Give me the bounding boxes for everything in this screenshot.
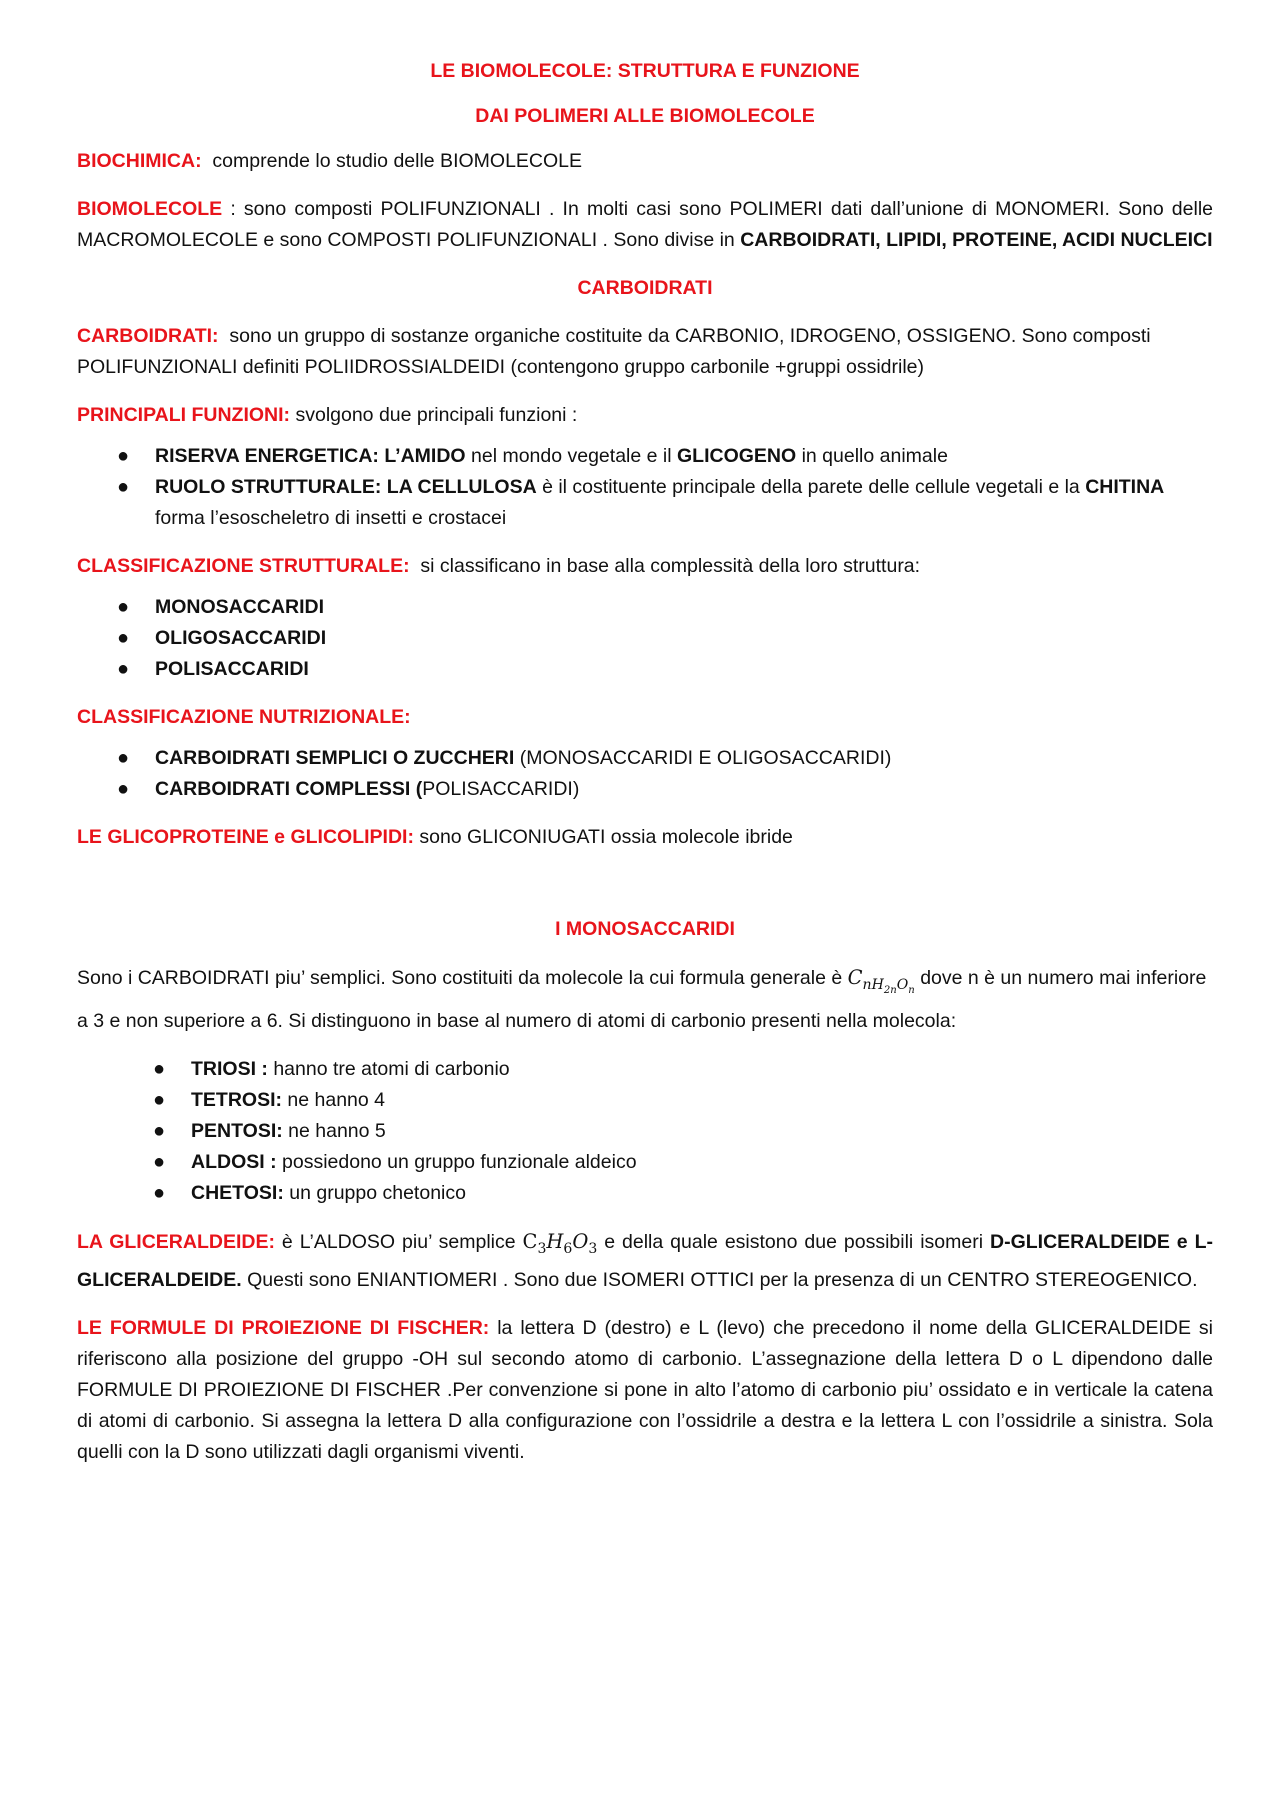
bullet-icon: ● [117, 778, 130, 800]
text-glico: sono GLICONIUGATI ossia molecole ibride [419, 826, 793, 848]
paragraph-monosaccaridi [77, 962, 1213, 1037]
document-page [77, 56, 1213, 1485]
heading-monosaccaridi: I MONOSACCARIDI [555, 918, 735, 940]
bullet-icon: ● [153, 1088, 166, 1111]
paragraph-class-nutrizionale [77, 702, 1213, 733]
item-text: ne hanno 4 [282, 1088, 386, 1111]
item-bold: PENTOSI: [191, 1119, 283, 1142]
list-item [77, 774, 1213, 805]
item-bold: CARBOIDRATI SEMPLICI O ZUCCHERI [155, 747, 515, 769]
text-gliceraldeide-1: è L’ALDOSO piu’ semplice [274, 1230, 523, 1253]
term-class-strutturale: CLASSIFICAZIONE STRUTTURALE: [77, 555, 410, 577]
text-fischer: la lettera D (destro) e L (levo) che precedono il nome della GLICERALDEIDE si riferiscono alla posizione del gruppo -OH sul secondo atomo di carbonio. L’assegnazione della lettera D o L dipendono dalle FORMULE DI PROIEZIONE DI FISCHER .Per convenzione si pone in alto l’atomo di carbonio piu’ ossidato e in verticale la catena di atomi di carbonio. Si assegna la lettera D alla configurazione con l’ossidrile a destra e la lettera L con l’ossidrile a sinistra. Sola quelli con la D sono utilizzati dagli organismi viventi. [77, 1316, 1213, 1463]
paragraph-funzioni [77, 400, 1213, 431]
item-bold: CHETOSI: [191, 1181, 284, 1204]
item-text: ne hanno 5 [282, 1119, 386, 1142]
bold-isomeri: D-GLICERALDEIDE e L-GLICERALDEIDE. [77, 1230, 1213, 1291]
list-item [77, 1085, 1213, 1116]
item-bold: POLISACCARIDI [155, 658, 309, 680]
formula-part: 3 [537, 1240, 547, 1257]
item-bold: TETROSI: [191, 1088, 282, 1111]
main-title: LE BIOMOLECOLE: STRUTTURA E FUNZIONE [430, 60, 860, 82]
bullet-icon: ● [153, 1119, 166, 1142]
list-class-nutrizionale [77, 743, 1213, 805]
bullet-icon: ● [117, 445, 130, 467]
term-glico: LE GLICOPROTEINE e GLICOLIPIDI: [77, 826, 414, 848]
item-text: hanno tre atomi di carbonio [267, 1057, 510, 1080]
list-monosaccaridi [77, 1054, 1213, 1209]
term-funzioni: PRINCIPALI FUNZIONI: [77, 404, 291, 426]
bullet-icon: ● [117, 596, 130, 618]
formula-part: O [896, 976, 909, 993]
paragraph-class-strutturale [77, 551, 1213, 582]
item-bold: RUOLO STRUTTURALE: LA CELLULOSA [155, 476, 537, 498]
item-bold: CHITINA [1085, 476, 1165, 498]
text-carboidrati: sono un gruppo di sostanze organiche costituite da CARBONIO, IDROGENO, OSSIGENO. Sono composti POLIFUNZIONALI definiti POLIIDROSSIALDEIDI (contengono gruppo carbonile +gruppi ossidrile) [77, 325, 1151, 378]
formula-part: n [862, 976, 872, 993]
text-gliceraldeide-2: e della quale esistono due possibili isomeri [597, 1230, 991, 1253]
list-item [77, 441, 1213, 472]
bold-biomolecole-classes: CARBOIDRATI, LIPIDI, PROTEINE, ACIDI NUCLEICI [740, 229, 1213, 251]
text-mono-1: Sono i CARBOIDRATI piu’ semplici. Sono costituiti da molecole la cui formula generale è [77, 967, 848, 989]
formula-part: H [871, 976, 884, 993]
text-funzioni: svolgono due principali funzioni : [295, 404, 578, 426]
bullet-icon: ● [117, 747, 130, 769]
item-text: in quello animale [796, 445, 948, 467]
list-item [77, 1116, 1213, 1147]
item-bold: ALDOSI : [191, 1150, 277, 1173]
list-item [77, 592, 1213, 623]
term-biomolecole: BIOMOLECOLE [77, 198, 223, 220]
item-text: forma l’esoscheletro di insetti e crostacei [155, 507, 507, 529]
term-fischer: LE FORMULE DI PROIEZIONE DI FISCHER: [77, 1316, 490, 1339]
list-item [77, 654, 1213, 685]
formula-gliceraldeide [522, 1229, 598, 1257]
item-bold: GLICOGENO [676, 445, 797, 467]
formula-part: C [522, 1229, 538, 1253]
list-item [77, 1054, 1213, 1085]
term-gliceraldeide: LA GLICERALDEIDE: [77, 1230, 275, 1253]
item-text: è il costituente principale della parete delle cellule vegetali e la [536, 476, 1086, 498]
formula-part: 2n [883, 984, 897, 996]
bullet-icon: ● [153, 1057, 166, 1080]
item-text: un gruppo chetonico [283, 1181, 466, 1204]
spacer [77, 870, 1213, 914]
bullet-icon: ● [117, 658, 130, 680]
paragraph-fischer [77, 1313, 1213, 1468]
formula-part: 6 [563, 1240, 573, 1257]
text-biochimica: comprende lo studio delle BIOMOLECOLE [212, 150, 583, 172]
text-class-strutturale: si classificano in base alla complessità della loro struttura: [420, 555, 921, 577]
formula-part: C [847, 966, 863, 989]
item-text: POLISACCARIDI) [422, 778, 580, 800]
formula-part: H [546, 1229, 564, 1253]
bullet-icon: ● [117, 476, 130, 498]
item-bold: MONOSACCARIDI [155, 596, 324, 618]
bullet-icon: ● [153, 1150, 166, 1173]
subtitle: DAI POLIMERI ALLE BIOMOLECOLE [475, 105, 815, 127]
formula-general [847, 966, 915, 996]
formula-part: n [908, 984, 915, 996]
list-item [77, 1147, 1213, 1178]
list-class-strutturale [77, 592, 1213, 685]
text-mono-2: dove n è un numero mai inferiore a 3 e non superiore a 6. Si distinguono in base al numero di atomi di carbonio presenti nella molecola: [77, 967, 1207, 1032]
item-bold: CARBOIDRATI COMPLESSI ( [155, 778, 423, 800]
bullet-icon: ● [117, 627, 130, 649]
bullet-icon: ● [153, 1181, 166, 1204]
item-bold: OLIGOSACCARIDI [155, 627, 327, 649]
term-class-nutrizionale: CLASSIFICAZIONE NUTRIZIONALE: [77, 706, 411, 728]
formula-part: 3 [588, 1240, 598, 1257]
formula-part: O [572, 1229, 589, 1253]
list-item [77, 623, 1213, 654]
paragraph-carboidrati [77, 321, 1213, 383]
list-item [77, 743, 1213, 774]
paragraph-gliceraldeide [77, 1226, 1213, 1296]
list-funzioni [77, 441, 1213, 534]
term-carboidrati: CARBOIDRATI: [77, 325, 219, 347]
text-biomolecole: : sono composti POLIFUNZIONALI . In molti casi sono POLIMERI dati dall’unione di MONOMERI. Sono delle MACROMOLECOLE e sono COMPOSTI POLIFUNZIONALI . Sono divise in [77, 198, 1214, 251]
item-bold: TRIOSI : [191, 1057, 268, 1080]
item-text: nel mondo vegetale e il [465, 445, 677, 467]
paragraph-biochimica [77, 146, 1213, 177]
paragraph-biomolecole [77, 194, 1213, 256]
item-text: possiedono un gruppo funzionale aldeico [276, 1150, 637, 1173]
heading-carboidrati: CARBOIDRATI [577, 277, 713, 299]
term-biochimica: BIOCHIMICA: [77, 150, 202, 172]
item-bold: RISERVA ENERGETICA: L’AMIDO [155, 445, 466, 467]
paragraph-glico [77, 822, 1213, 853]
list-item [77, 1178, 1213, 1209]
text-gliceraldeide-3: Questi sono ENIANTIOMERI . Sono due ISOMERI OTTICI per la presenza di un CENTRO STEREOGENICO. [241, 1268, 1198, 1291]
item-text: (MONOSACCARIDI E OLIGOSACCARIDI) [514, 747, 892, 769]
list-item [77, 472, 1213, 534]
